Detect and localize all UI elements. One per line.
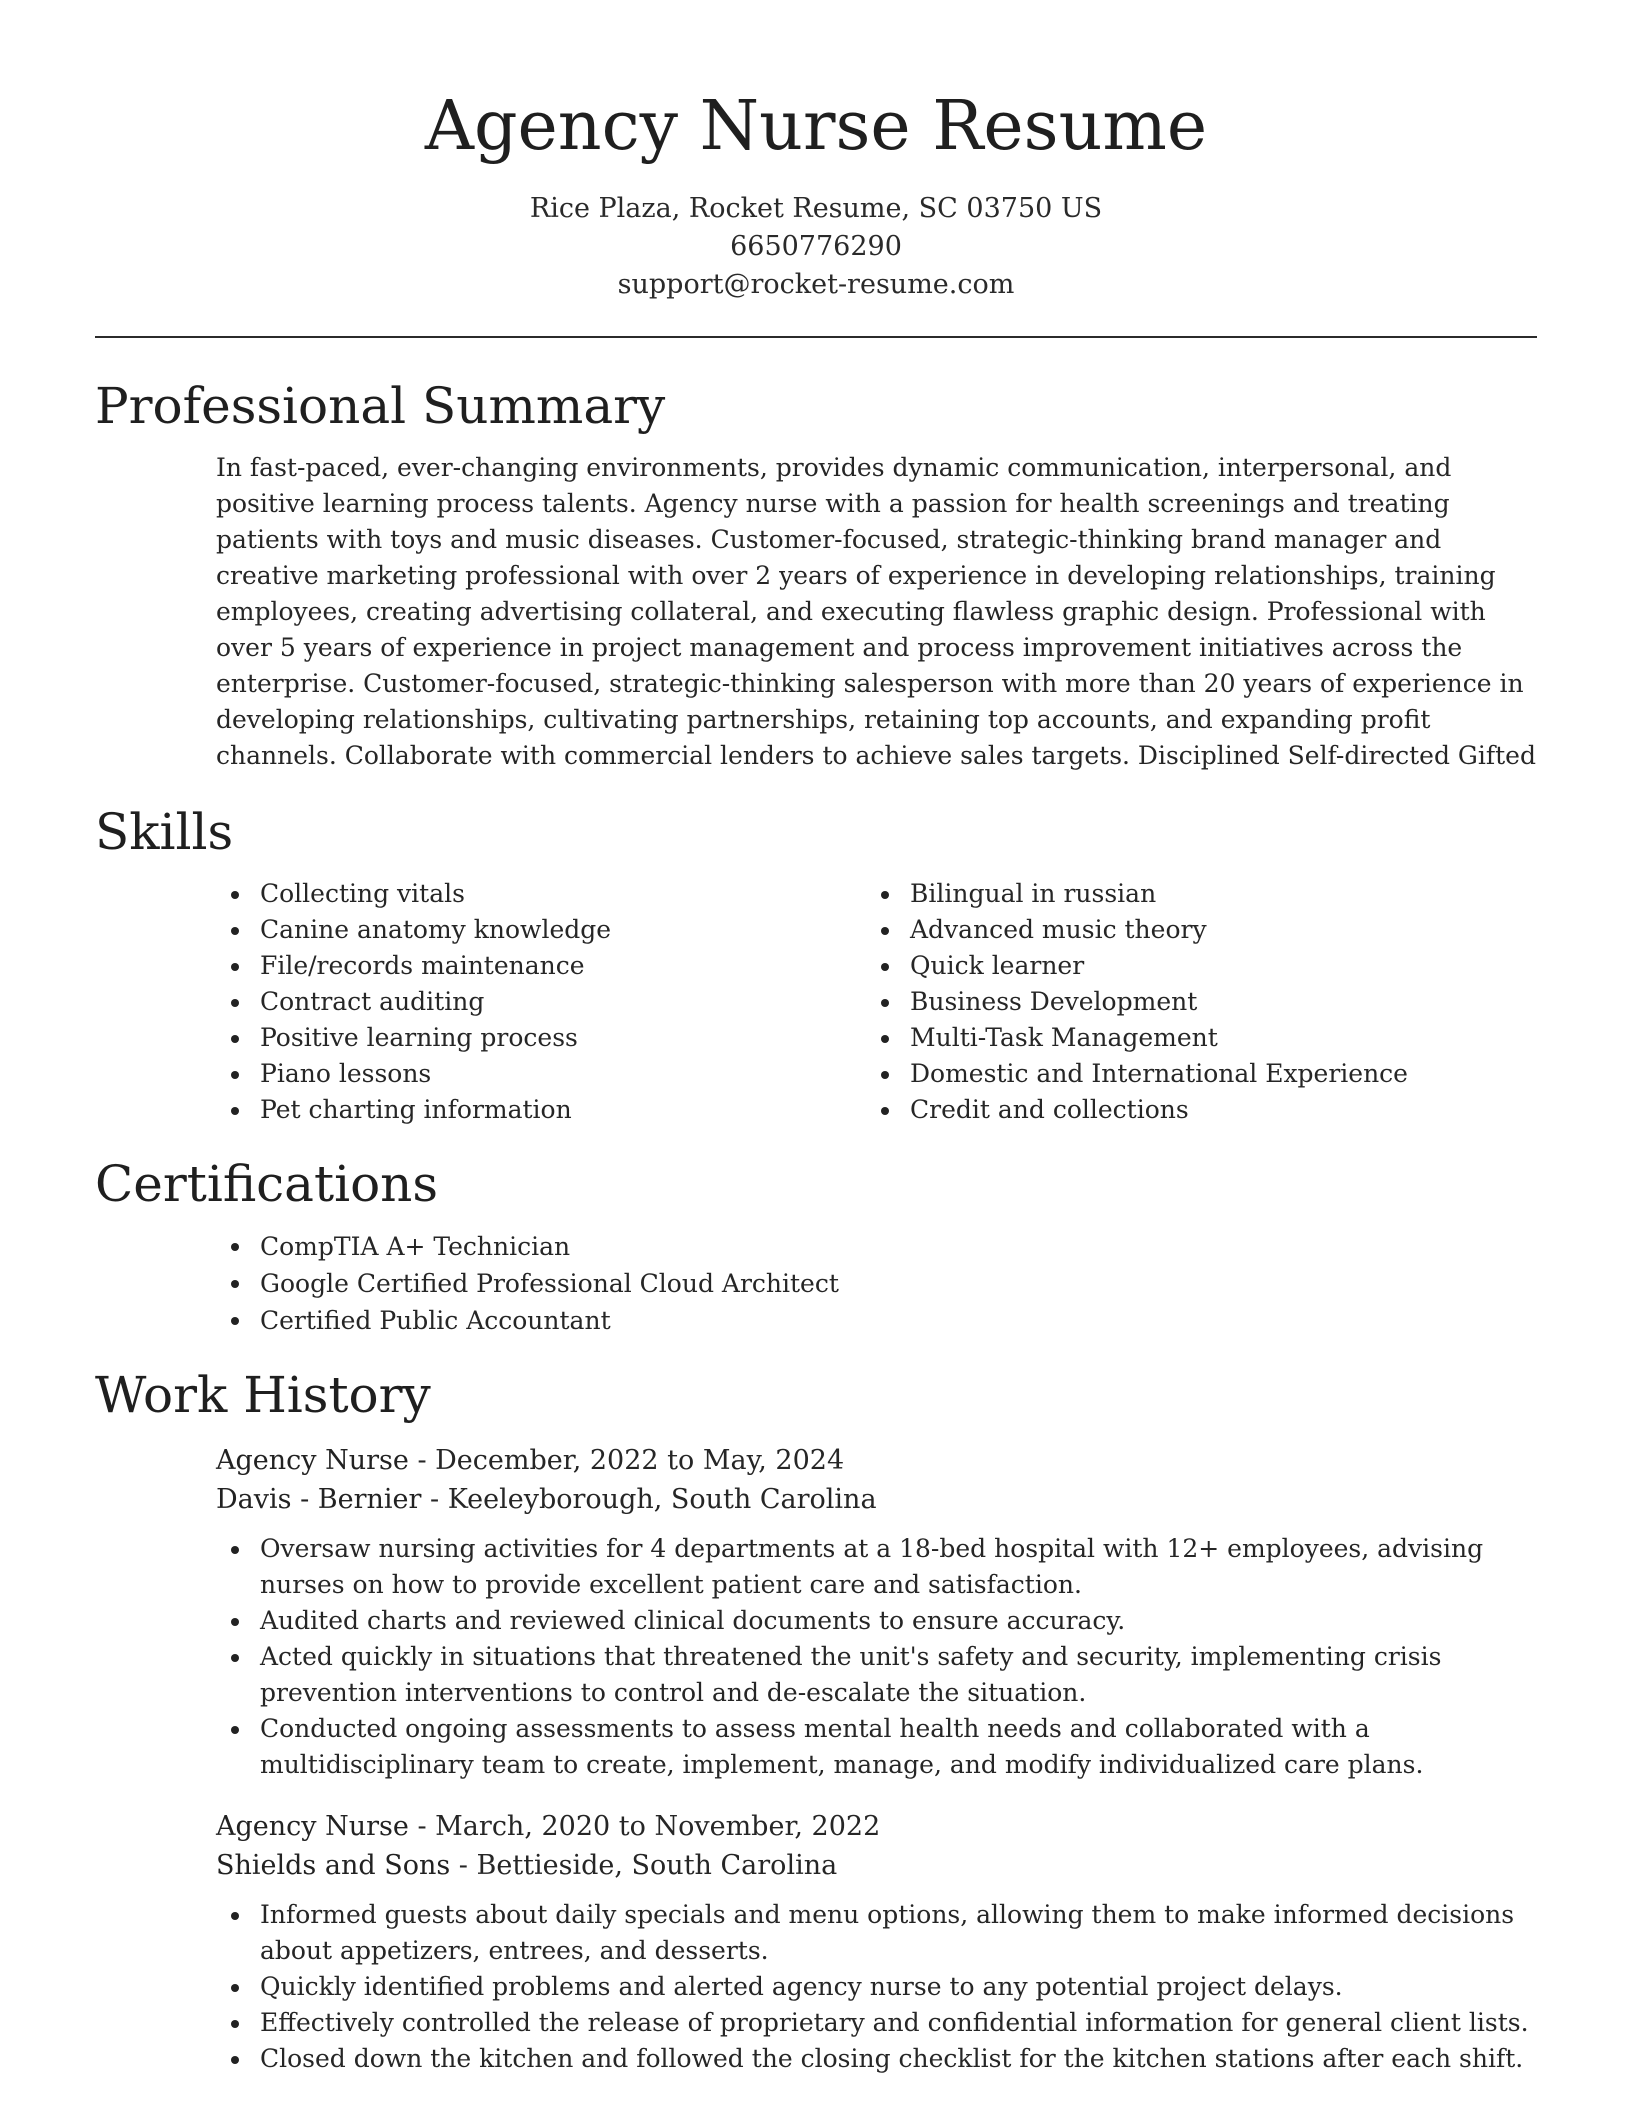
job-entry bbox=[216, 1807, 1537, 2077]
certification-item: Certified Public Accountant bbox=[216, 1302, 1537, 1339]
certifications-section bbox=[95, 1154, 1537, 1339]
job-bullet: Oversaw nursing activities for 4 departments at a 18-bed hospital with 12+ employees, advising nurses on how to provide excellent patient care and satisfaction. bbox=[216, 1531, 1537, 1603]
resume-header bbox=[95, 0, 1537, 304]
contact-email: support@rocket-resume.com bbox=[617, 269, 1015, 300]
job-title-line bbox=[216, 1441, 1537, 1480]
skills-list-left bbox=[216, 876, 866, 1128]
skill-item: File/records maintenance bbox=[216, 948, 866, 984]
job-title-line bbox=[216, 1807, 1537, 1846]
certification-item: Google Certified Professional Cloud Architect bbox=[216, 1265, 1537, 1302]
company-name: Shields and Sons bbox=[216, 1850, 451, 1881]
job-dates: - March, 2020 to November, 2022 bbox=[408, 1811, 881, 1842]
skill-item: Canine anatomy knowledge bbox=[216, 912, 866, 948]
job-entry bbox=[216, 1441, 1537, 1783]
professional-summary-heading: Professional Summary bbox=[95, 377, 666, 435]
job-bullet: Informed guests about daily specials and menu options, allowing them to make informed decisions about appetizers, entrees, and desserts. bbox=[216, 1897, 1537, 1969]
job-bullet: Effectively controlled the release of proprietary and confidential information for general client lists. bbox=[216, 2005, 1537, 2041]
job-title: Agency Nurse bbox=[216, 1445, 409, 1476]
certifications-heading: Certifications bbox=[95, 1155, 439, 1213]
skill-item: Advanced music theory bbox=[866, 912, 1516, 948]
job-bullet: Acted quickly in situations that threatened the unit's safety and security, implementing crisis prevention interventions to control and de-escalate the situation. bbox=[216, 1639, 1537, 1711]
work-history-heading: Work History bbox=[95, 1366, 431, 1424]
job-bullet: Conducted ongoing assessments to assess mental health needs and collaborated with a multidisciplinary team to create, implement, manage, and modify individualized care plans. bbox=[216, 1711, 1537, 1783]
professional-summary-text: In fast-paced, ever-changing environments, provides dynamic communication, interpersonal, and positive learning process talents. Agency nurse with a passion for health screenings and treating patients with toys and music diseases. Customer-focused, strategic-thinking brand manager and creative marketing professional with over 2 years of experience in developing relationships, training employees, creating advertising collateral, and executing flawless graphic design. Professional with over 5 years of experience in project management and process improvement initiatives across the enterprise. Customer-focused, strategic-thinking salesperson with more than 20 years of experience in developing relationships, cultivating partnerships, retaining top accounts, and expanding profit channels. Collaborate with commercial lenders to achieve sales targets. Disciplined Self-directed Gifted bbox=[216, 453, 1536, 770]
skills-list-right bbox=[866, 876, 1516, 1128]
job-bullet: Audited charts and reviewed clinical documents to ensure accuracy. bbox=[216, 1603, 1537, 1639]
skills-section bbox=[95, 802, 1537, 1128]
skill-item: Collecting vitals bbox=[216, 876, 866, 912]
job-company-line bbox=[216, 1846, 1537, 1885]
skill-item: Multi-Task Management bbox=[866, 1020, 1516, 1056]
skill-item: Contract auditing bbox=[216, 984, 866, 1020]
contact-phone: 6650776290 bbox=[730, 231, 902, 262]
job-company-line bbox=[216, 1480, 1537, 1519]
work-history-section bbox=[95, 1365, 1537, 2077]
skill-item: Business Development bbox=[866, 984, 1516, 1020]
header-divider bbox=[95, 336, 1537, 338]
job-location: - Keeleyborough, South Carolina bbox=[421, 1484, 877, 1515]
skills-grid bbox=[216, 876, 1537, 1128]
certification-item: CompTIA A+ Technician bbox=[216, 1228, 1537, 1265]
job-title: Agency Nurse bbox=[216, 1811, 409, 1842]
skill-item: Positive learning process bbox=[216, 1020, 866, 1056]
skills-heading: Skills bbox=[95, 803, 234, 861]
skill-item: Piano lessons bbox=[216, 1056, 866, 1092]
skill-item: Bilingual in russian bbox=[866, 876, 1516, 912]
skill-item: Pet charting information bbox=[216, 1092, 866, 1128]
skill-item: Domestic and International Experience bbox=[866, 1056, 1516, 1092]
professional-summary-section bbox=[95, 376, 1537, 774]
job-bullet-list bbox=[216, 1897, 1537, 2077]
skill-item: Quick learner bbox=[866, 948, 1516, 984]
resume-title: Agency Nurse Resume bbox=[424, 87, 1208, 166]
job-location: - Bettieside, South Carolina bbox=[450, 1850, 838, 1881]
skill-item: Credit and collections bbox=[866, 1092, 1516, 1128]
job-dates: - December, 2022 to May, 2024 bbox=[408, 1445, 845, 1476]
certifications-list bbox=[216, 1228, 1537, 1339]
company-name: Davis - Bernier bbox=[216, 1484, 422, 1515]
contact-address: Rice Plaza, Rocket Resume, SC 03750 US bbox=[529, 193, 1103, 224]
job-bullet: Closed down the kitchen and followed the closing checklist for the kitchen stations after each shift. bbox=[216, 2041, 1537, 2077]
job-bullet-list bbox=[216, 1531, 1537, 1783]
job-bullet: Quickly identified problems and alerted agency nurse to any potential project delays. bbox=[216, 1969, 1537, 2005]
